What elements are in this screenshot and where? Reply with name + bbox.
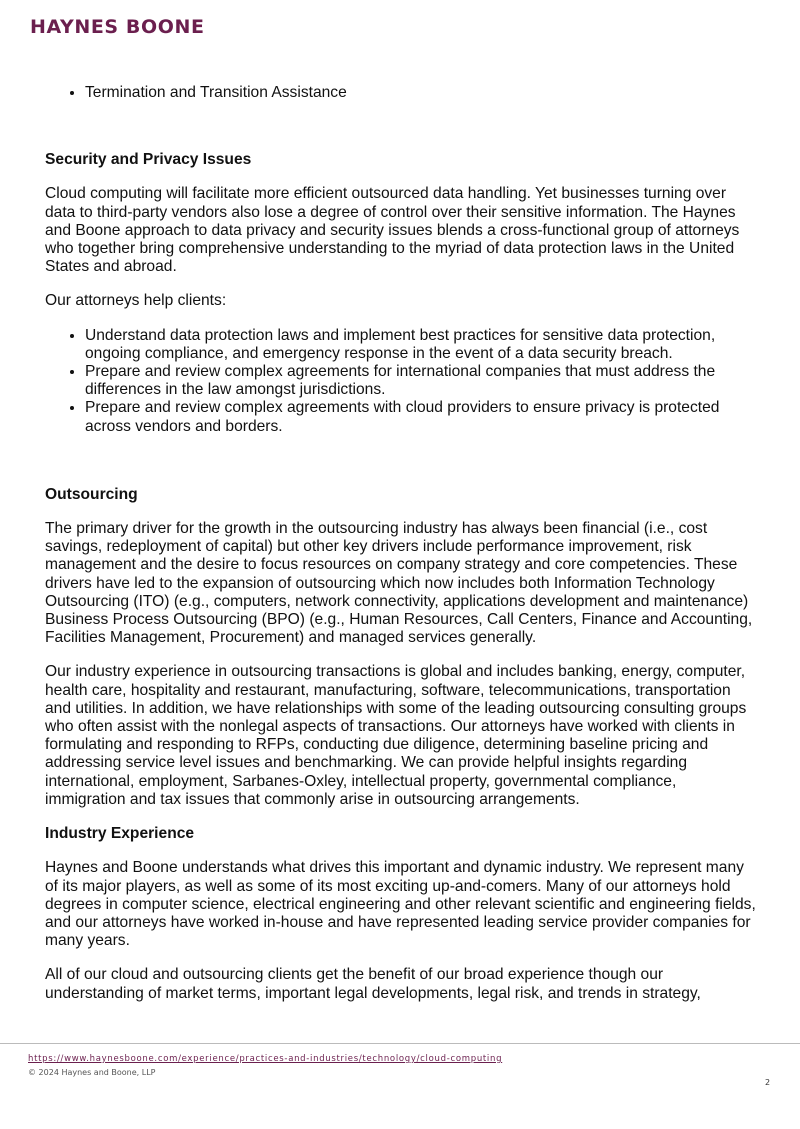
list-item: • Prepare and review complex agreements with cloud providers to ensure privacy is protected across vendors and borders. — [85, 399, 757, 435]
list-item: • Termination and Transition Assistance — [85, 84, 757, 102]
list-item: • Understand data protection laws and implement best practices for sensitive data protection, ongoing compliance, and emergency response in the event of a data security breach. — [85, 327, 757, 363]
page-content — [45, 84, 757, 1003]
security-intro: Our attorneys help clients: — [45, 292, 227, 310]
top-bullet-list — [45, 84, 757, 102]
footer-source-link[interactable]: https://www.haynesboone.com/experience/practices-and-industries/technology/cloud-computing — [28, 1054, 503, 1064]
security-bullet-list — [45, 327, 757, 436]
section-heading-outsourcing: Outsourcing — [45, 485, 138, 503]
page-number: 2 — [765, 1078, 771, 1087]
industry-paragraph-2: All of our cloud and outsourcing clients get the benefit of our broad experience though our understanding of market terms, important legal developments, legal risk, and trends in strategy, — [45, 966, 701, 1002]
industry-paragraph-1: Haynes and Boone understands what drives this important and dynamic industry. We represent many of its major players, as well as some of its most exciting up-and-comers. Many of our attorneys hold degrees in computer science, electrical engineering and other relevant scientific and engineering fields, and our attorneys have worked in-house and have represented leading service provider companies for many years. — [45, 859, 756, 950]
security-paragraph: Cloud computing will facilitate more efficient outsourced data handling. Yet businesses turning over data to third-party vendors also lose a degree of control over their sensitive information. The Haynes and Boone approach to data privacy and security issues blends a cross-functional group of attorneys who together bring comprehensive understanding to the myriad of data protection laws in the United States and abroad. — [45, 185, 740, 276]
section-heading-industry: Industry Experience — [45, 825, 195, 843]
firm-logo: HAYNES BOONE — [30, 16, 205, 38]
footer-copyright: © 2024 Haynes and Boone, LLP — [28, 1068, 156, 1077]
outsourcing-paragraph-2: Our industry experience in outsourcing transactions is global and includes banking, energy, computer, health care, hospitality and restaurant, manufacturing, software, telecommunications, transportation and utilities. In addition, we have relationships with some of the leading outsourcing consulting groups who often assist with the nonlegal aspects of transactions. Our attorneys have worked with clients in formulating and responding to RFPs, conducting due diligence, determining baseline pricing and addressing service level issues and benchmarking. We can provide helpful insights regarding international, employment, Sarbanes-Oxley, intellectual property, governmental compliance, immigration and tax issues that commonly arise in outsourcing arrangements. — [45, 663, 747, 808]
list-item: • Prepare and review complex agreements for international companies that must address the differences in the law amongst jurisdictions. — [85, 363, 757, 399]
section-heading-security: Security and Privacy Issues — [45, 151, 252, 169]
footer-divider — [0, 1043, 800, 1044]
outsourcing-paragraph-1: The primary driver for the growth in the outsourcing industry has always been financial (i.e., cost savings, redeployment of capital) but other key drivers include performance improvement, risk management and the desire to focus resources on company strategy and core competencies. These drivers have led to the expansion of outsourcing which now includes both Information Technology Outsourcing (ITO) (e.g., computers, network connectivity, applications development and maintenance) Business Process Outsourcing (BPO) (e.g., Human Resources, Call Centers, Finance and Accounting, Facilities Management, Procurement) and managed services generally. — [45, 520, 753, 647]
